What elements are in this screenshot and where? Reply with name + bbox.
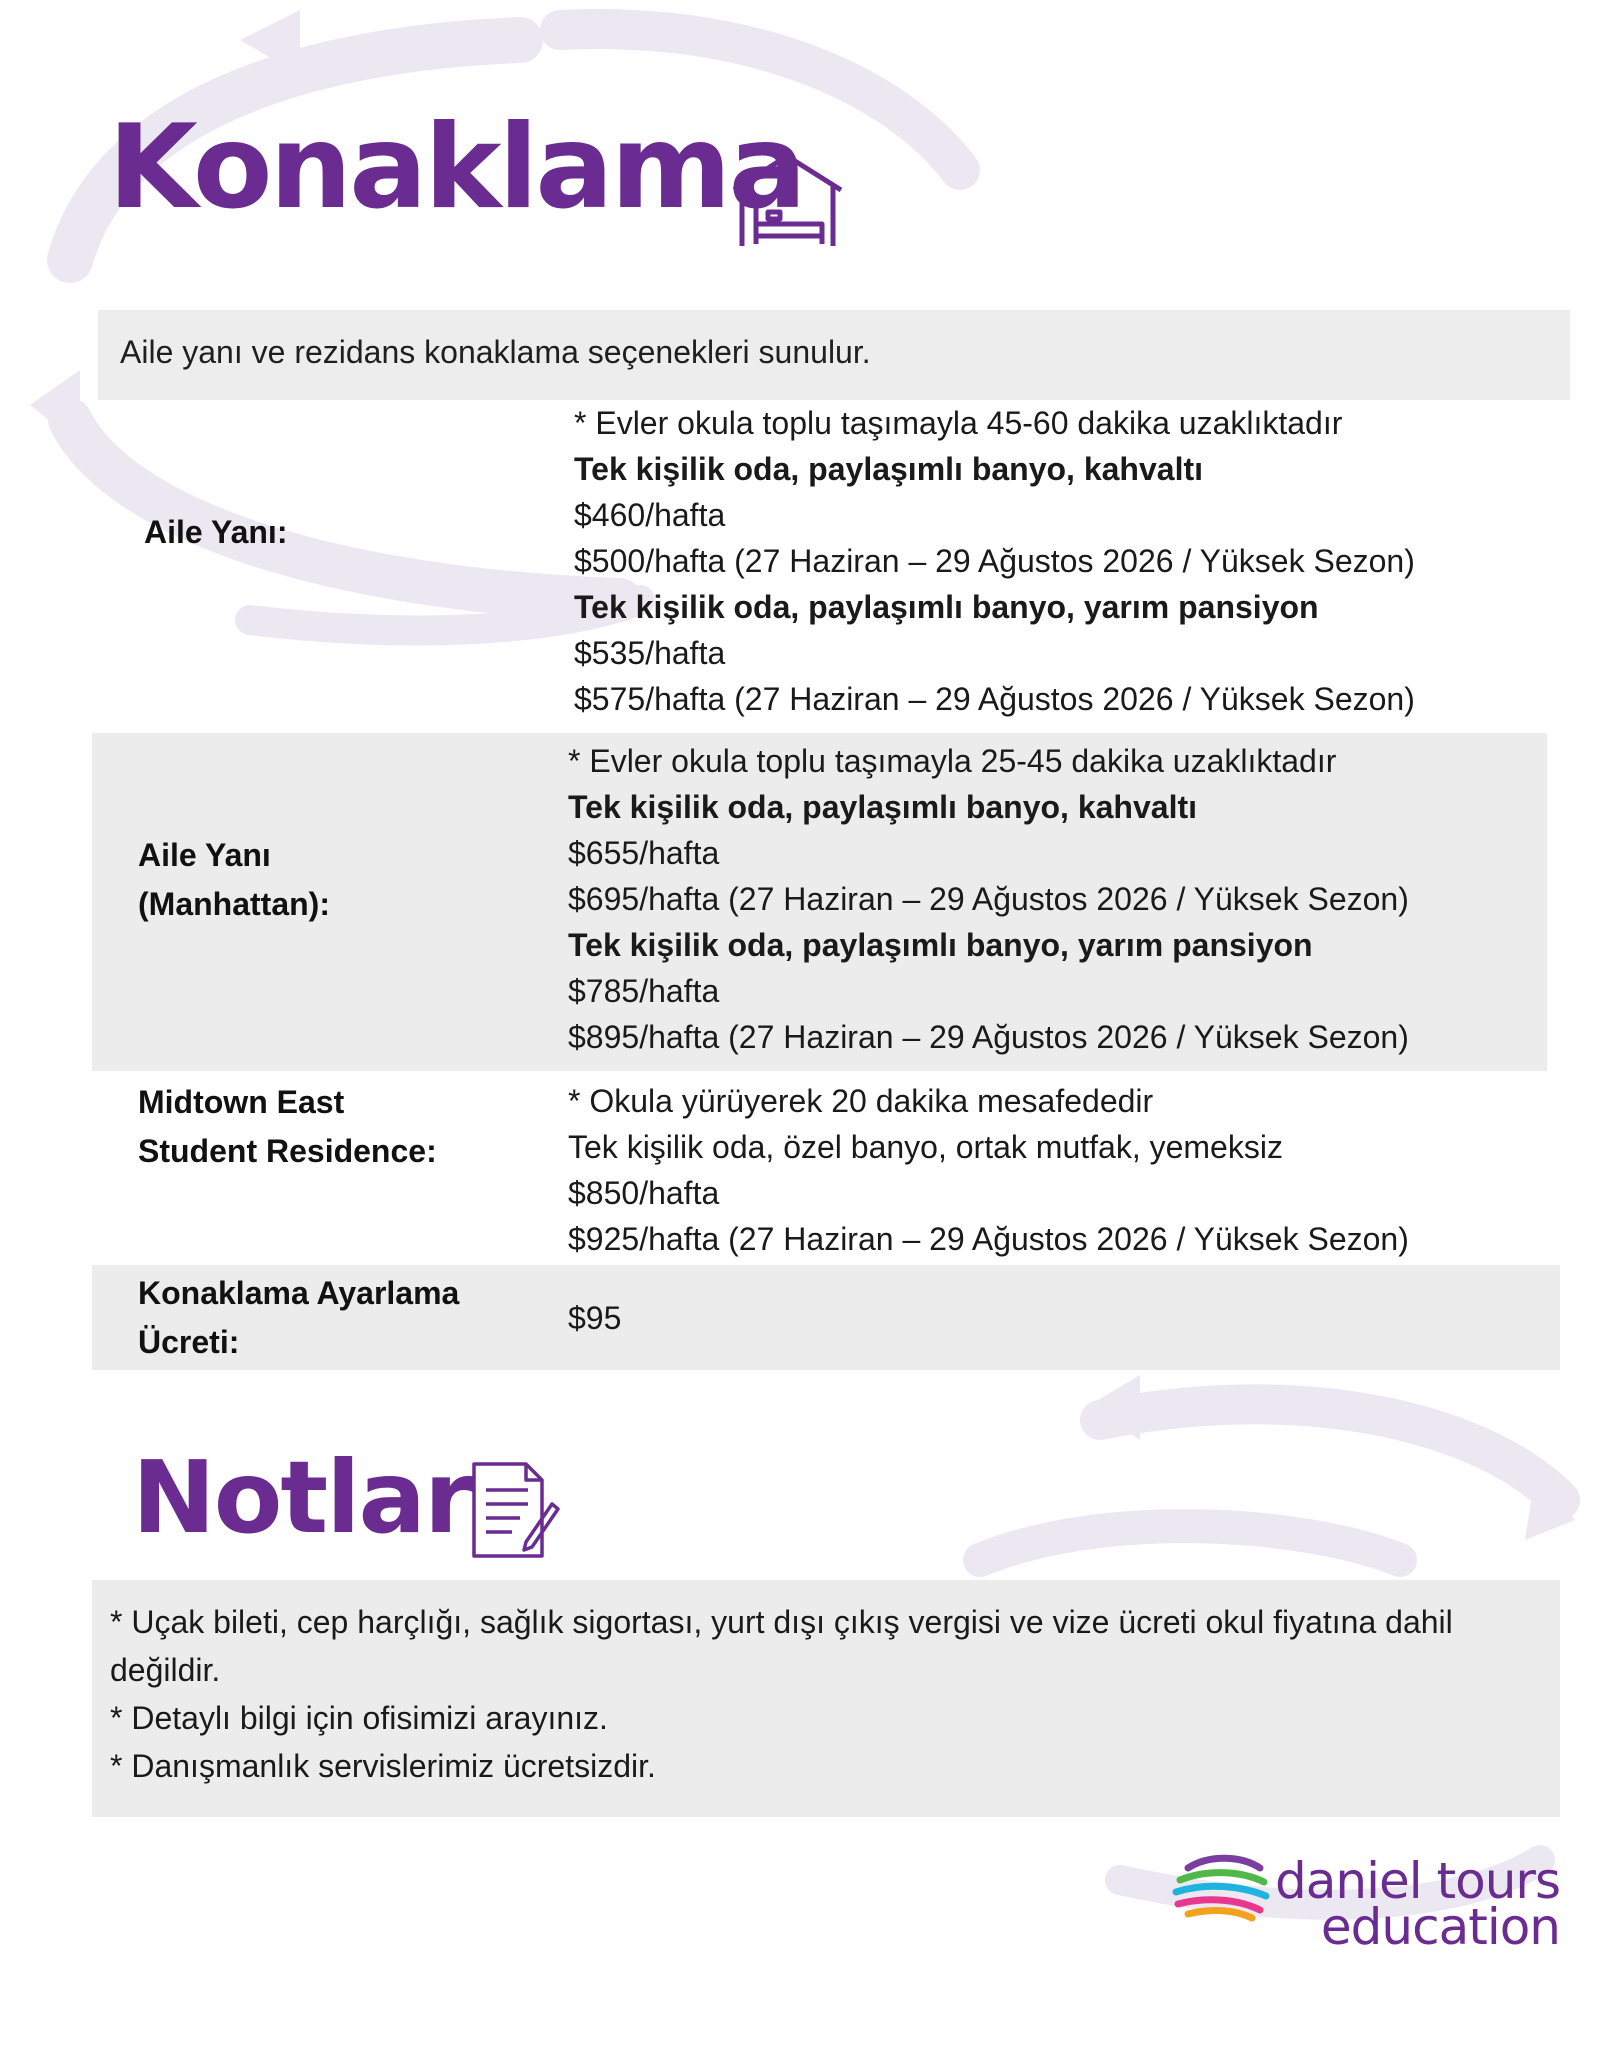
row-homestay-manhattan-details bbox=[568, 738, 1409, 1060]
page-title: Konaklama bbox=[108, 100, 804, 235]
row-homestay-manhattan bbox=[92, 733, 1547, 1071]
detail-line: $850/hafta bbox=[568, 1175, 720, 1211]
row-placement-fee-value: $95 bbox=[568, 1300, 622, 1336]
row-homestay bbox=[92, 400, 1562, 722]
detail-line: $925/hafta (27 Haziran – 29 Ağustos 2026 / Yüksek Sezon) bbox=[568, 1221, 1409, 1257]
row-homestay-label: Aile Yanı: bbox=[144, 514, 288, 550]
label-line: Student Residence: bbox=[138, 1133, 437, 1169]
row-homestay-details bbox=[574, 400, 1415, 722]
detail-line: $460/hafta bbox=[574, 497, 726, 533]
detail-line: Tek kişilik oda, paylaşımlı banyo, kahvaltı bbox=[568, 789, 1197, 825]
notes-panel bbox=[92, 1580, 1560, 1817]
detail-line: Tek kişilik oda, paylaşımlı banyo, kahvaltı bbox=[574, 451, 1203, 487]
logo-line-1: daniel tours bbox=[1275, 1852, 1560, 1910]
row-student-residence bbox=[92, 1072, 1562, 1262]
bed-house-icon bbox=[730, 152, 845, 248]
label-line: Ücreti: bbox=[138, 1324, 240, 1360]
brand-logo bbox=[1170, 1852, 1570, 1962]
detail-line: $655/hafta bbox=[568, 835, 720, 871]
intro-panel bbox=[98, 310, 1570, 400]
detail-line: * Evler okula toplu taşımayla 45-60 dakika uzaklıktadır bbox=[574, 405, 1343, 441]
logo-line-2: education bbox=[1320, 1898, 1560, 1956]
detail-line: $500/hafta (27 Haziran – 29 Ağustos 2026 / Yüksek Sezon) bbox=[574, 543, 1415, 579]
logo-text bbox=[1275, 1852, 1560, 1956]
note-item: * Danışmanlık servislerimiz ücretsizdir. bbox=[110, 1748, 656, 1784]
label-line: Aile Yanı bbox=[138, 837, 271, 873]
row-placement-fee-label bbox=[138, 1269, 459, 1367]
label-line: Konaklama Ayarlama bbox=[138, 1275, 460, 1311]
detail-line: Tek kişilik oda, özel banyo, ortak mutfak, yemeksiz bbox=[568, 1129, 1283, 1165]
notes-document-icon bbox=[470, 1460, 560, 1560]
detail-line: * Okula yürüyerek 20 dakika mesafededir bbox=[568, 1083, 1154, 1119]
label-line: (Manhattan): bbox=[138, 886, 330, 922]
detail-line: $575/hafta (27 Haziran – 29 Ağustos 2026 / Yüksek Sezon) bbox=[574, 681, 1415, 717]
detail-line: $695/hafta (27 Haziran – 29 Ağustos 2026 / Yüksek Sezon) bbox=[568, 881, 1409, 917]
note-item: * Detaylı bilgi için ofisimizi arayınız. bbox=[110, 1700, 608, 1736]
intro-text: Aile yanı ve rezidans konaklama seçenekleri sunulur. bbox=[120, 334, 871, 370]
detail-line: * Evler okula toplu taşımayla 25-45 dakika uzaklıktadır bbox=[568, 743, 1337, 779]
detail-line: Tek kişilik oda, paylaşımlı banyo, yarım pansiyon bbox=[574, 589, 1319, 625]
detail-line: $895/hafta (27 Haziran – 29 Ağustos 2026 / Yüksek Sezon) bbox=[568, 1019, 1409, 1055]
note-item: * Uçak bileti, cep harçlığı, sağlık sigortası, yurt dışı çıkış vergisi ve vize ücreti okul fiyatına dahil değildir. bbox=[110, 1604, 1453, 1688]
detail-line: $785/hafta bbox=[568, 973, 720, 1009]
row-placement-fee bbox=[92, 1265, 1560, 1370]
row-student-residence-label bbox=[138, 1078, 437, 1176]
detail-line: $535/hafta bbox=[574, 635, 726, 671]
row-homestay-manhattan-label bbox=[138, 831, 330, 929]
detail-line: Tek kişilik oda, paylaşımlı banyo, yarım pansiyon bbox=[568, 927, 1313, 963]
notes-title: Notlar bbox=[132, 1439, 472, 1556]
logo-swirl-icon bbox=[1170, 1852, 1270, 1922]
row-student-residence-details bbox=[568, 1078, 1409, 1262]
label-line: Midtown East bbox=[138, 1084, 345, 1120]
